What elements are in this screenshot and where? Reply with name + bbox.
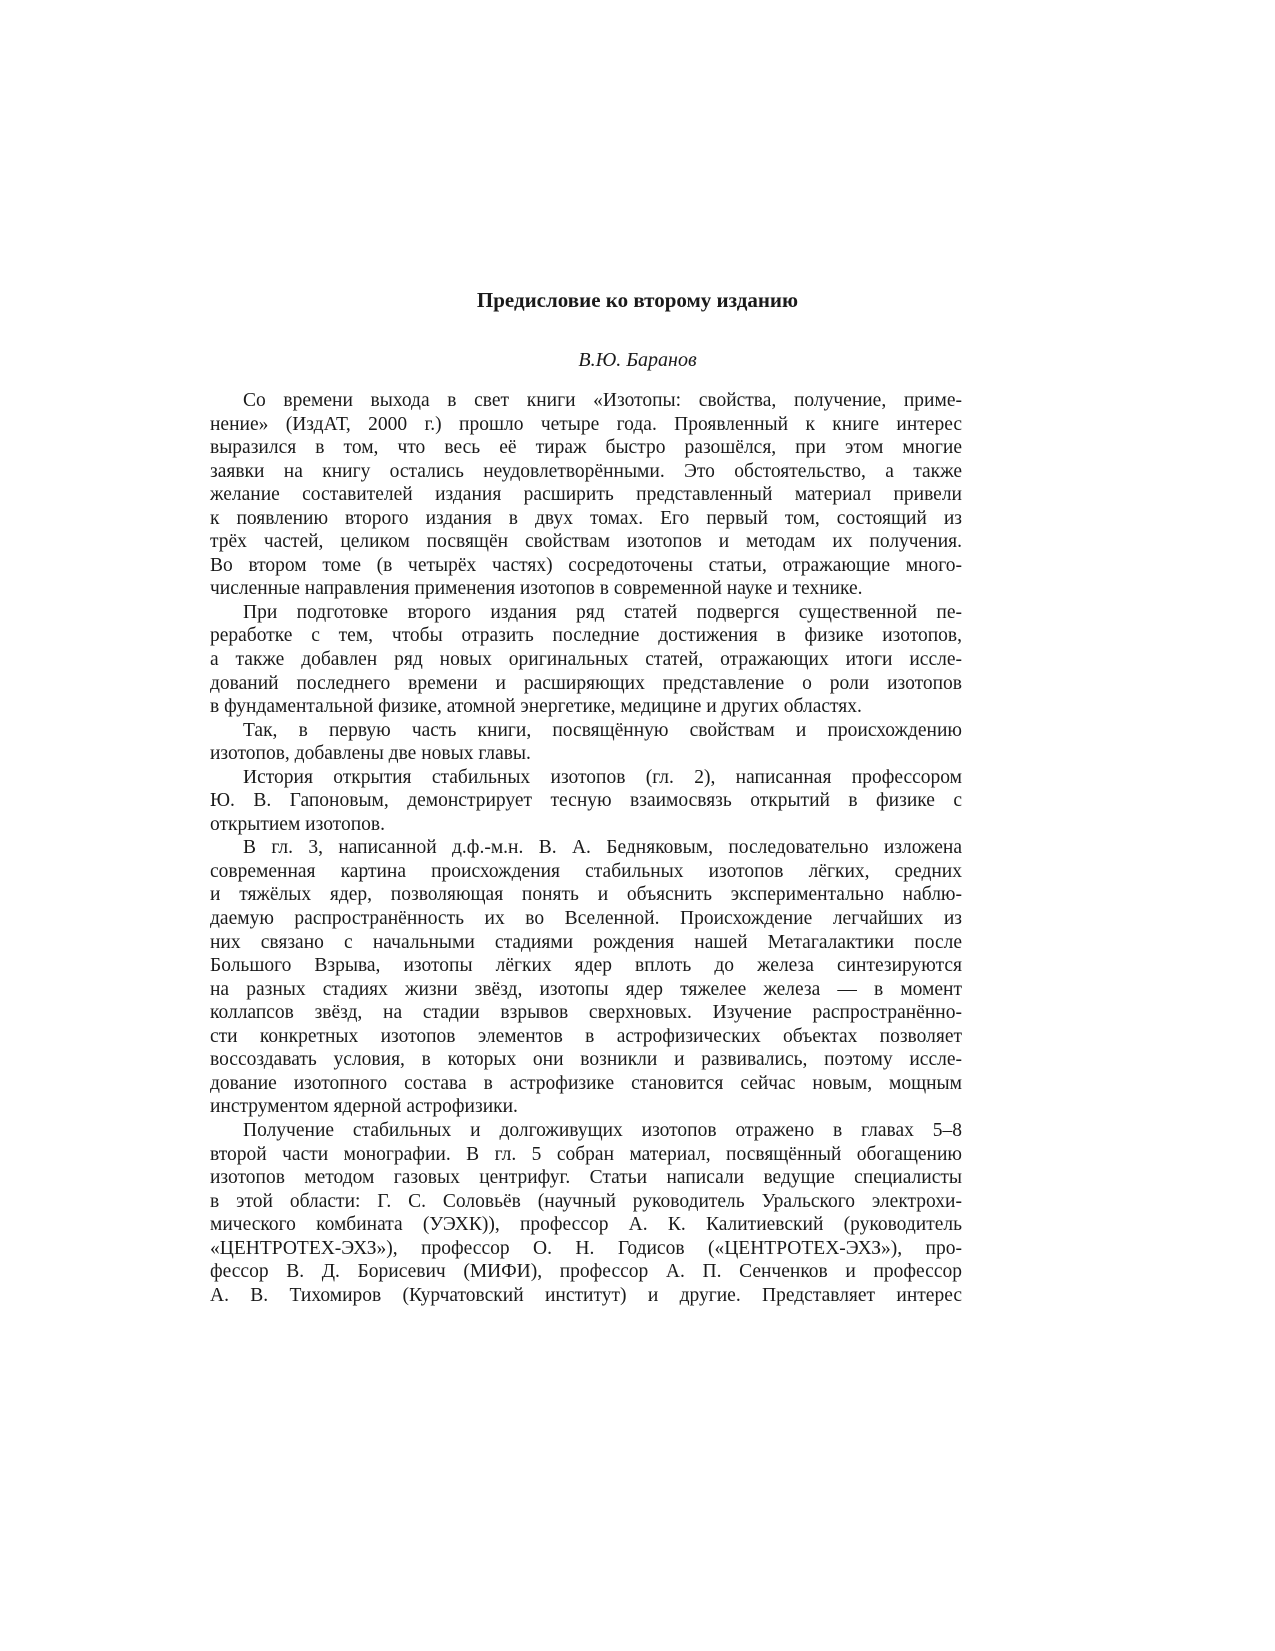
text-line: В гл. 3, написанной д.ф.-м.н. В. А. Бедняковым, последовательно изложена (243, 837, 962, 859)
text-line: на разных стадиях жизни звёзд, изотопы ядер тяжелее железа — в момент (210, 978, 962, 1000)
text-line: воссоздавать условия, в которых они возникли и развивались, поэтому иссле- (210, 1049, 962, 1071)
text-line: Ю. В. Гапоновым, демонстрирует тесную взаимосвязь открытий в физике с (210, 790, 962, 812)
text-line: численные направления применения изотопов в современной науке и технике. (210, 578, 863, 600)
text-line: Во втором томе (в четырёх частях) сосредоточены статьи, отражающие много- (210, 554, 962, 576)
paragraph (210, 389, 962, 601)
text-line: в фундаментальной физике, атомной энергетике, медицине и других областях. (210, 696, 862, 718)
text-line: коллапсов звёзд, на стадии взрывов сверхновых. Изучение распространённо- (210, 1002, 962, 1024)
text-line: мического комбината (УЭХК)), профессор А. К. Калитиевский (руководитель (210, 1214, 962, 1236)
paragraph (210, 836, 962, 1119)
text-line: сти конкретных изотопов элементов в астрофизических объектах позволяет (210, 1025, 962, 1047)
text-line: даемую распространённость их во Вселенной. Происхождение легчайших из (210, 908, 962, 930)
paragraph (210, 1119, 962, 1307)
author-name: В.Ю. Баранов (578, 349, 697, 371)
text-line: дование изотопного состава в астрофизике становится сейчас новым, мощным (210, 1072, 962, 1094)
page-title: Предисловие ко второму изданию (476, 288, 799, 312)
text-line: Со времени выхода в свет книги «Изотопы: свойства, получение, приме- (243, 390, 962, 411)
text-line: и тяжёлых ядер, позволяющая понять и объяснить экспериментально наблю- (210, 884, 962, 906)
paragraph (210, 719, 962, 766)
text-line: История открытия стабильных изотопов (гл. 2), написанная профессором (243, 766, 962, 788)
text-line: фессор В. Д. Борисевич (МИФИ), профессор А. П. Сенченков и профессор (210, 1261, 962, 1283)
text-line: них связано с начальными стадиями рождения нашей Метагалактики после (210, 931, 962, 953)
text-line: трёх частей, целиком посвящён свойствам изотопов и методам их получения. (210, 531, 962, 553)
text-line: инструментом ядерной астрофизики. (210, 1096, 518, 1118)
text-line: А. В. Тихомиров (Курчатовский институт) и другие. Представляет интерес (210, 1284, 962, 1306)
text-line: заявки на книгу остались неудовлетворёнными. Это обстоятельство, а также (210, 460, 962, 482)
text-line: к появлению второго издания в двух томах. Его первый том, состоящий из (210, 507, 962, 529)
text-line: изотопов, добавлены две новых главы. (210, 743, 531, 765)
text-line: «ЦЕНТРОТЕХ-ЭХЗ»), профессор О. Н. Годисов («ЦЕНТРОТЕХ-ЭХЗ»), про- (210, 1237, 962, 1259)
text-line: Получение стабильных и долгоживущих изотопов отражено в главах 5–8 (243, 1119, 962, 1141)
text-line: реработке с тем, чтобы отразить последние достижения в физике изотопов, (210, 625, 962, 647)
text-line: второй части монографии. В гл. 5 собран материал, посвящённый обогащению (210, 1143, 962, 1165)
text-line: Большого Взрыва, изотопы лёгких ядер вплоть до железа синтезируются (210, 955, 962, 977)
text-line: изотопов методом газовых центрифуг. Статьи написали ведущие специалисты (210, 1167, 962, 1189)
text-line: нение» (ИздАТ, 2000 г.) прошло четыре года. Проявленный к книге интерес (210, 413, 962, 435)
text-line: современная картина происхождения стабильных изотопов лёгких, средних (210, 860, 962, 882)
text-line: а также добавлен ряд новых оригинальных статей, отражающих итоги иссле- (210, 649, 962, 671)
body-text (210, 389, 962, 1307)
text-line: выразился в том, что весь её тираж быстро разошёлся, при этом многие (210, 437, 962, 459)
text-line: открытием изотопов. (210, 813, 385, 835)
text-line: При подготовке второго издания ряд статей подвергся существенной пе- (243, 601, 962, 623)
text-line: Так, в первую часть книги, посвящённую свойствам и происхождению (243, 719, 962, 741)
text-line: дований последнего времени и расширяющих представление о роли изотопов (210, 672, 962, 694)
paragraph (210, 601, 962, 719)
text-line: желание составителей издания расширить представленный материал привели (210, 484, 962, 506)
paragraph (210, 766, 962, 837)
text-line: в этой области: Г. С. Соловьёв (научный руководитель Уральского электрохи- (210, 1190, 962, 1212)
